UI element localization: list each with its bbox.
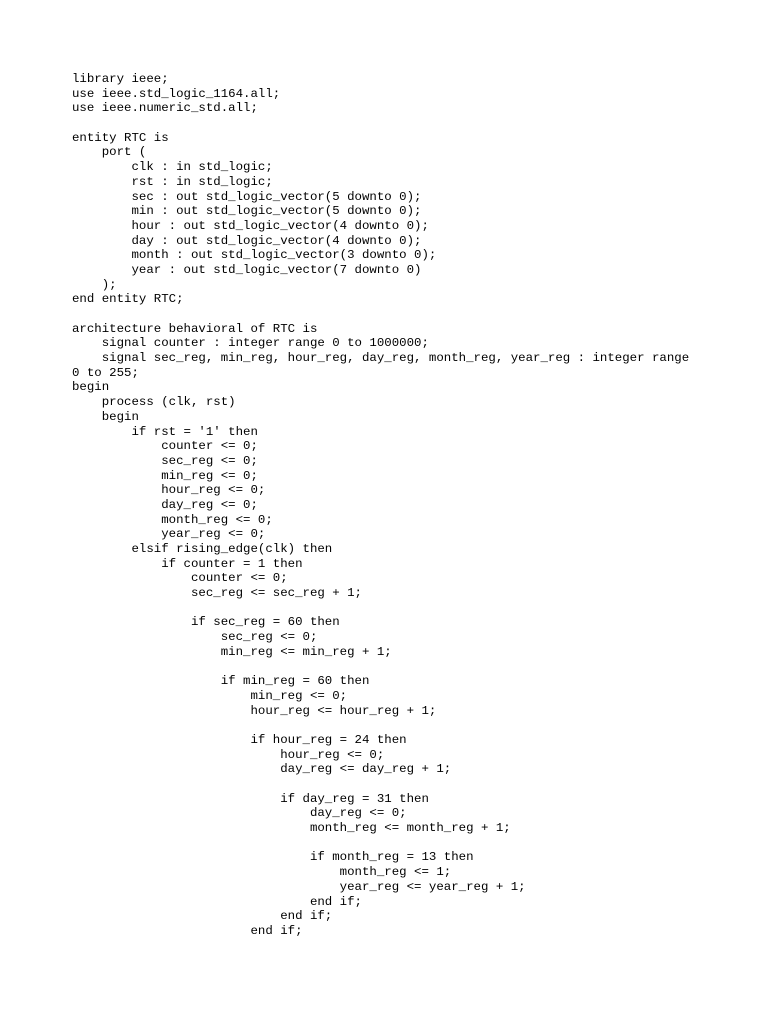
blank-line xyxy=(72,718,732,733)
code-line: min_reg <= 0; xyxy=(72,688,348,703)
code-line: year_reg <= year_reg + 1; xyxy=(72,879,526,894)
code-line: entity RTC is xyxy=(72,130,169,145)
code-line: use ieee.numeric_std.all; xyxy=(72,101,258,116)
code-line: day_reg <= 0; xyxy=(72,806,407,821)
code-line: hour_reg <= 0; xyxy=(72,483,266,498)
code-line: sec_reg <= 0; xyxy=(72,453,258,468)
code-line: min_reg <= min_reg + 1; xyxy=(72,644,392,659)
code-line: month : out std_logic_vector(3 downto 0); xyxy=(72,248,437,263)
code-line: if sec_reg = 60 then xyxy=(72,615,340,630)
code-line: sec_reg <= 0; xyxy=(72,630,318,645)
code-line: ); xyxy=(72,277,117,292)
code-line: port ( xyxy=(72,145,147,160)
code-line: hour_reg <= 0; xyxy=(72,747,385,762)
code-line: hour : out std_logic_vector(4 downto 0); xyxy=(72,218,429,233)
code-line: day_reg <= day_reg + 1; xyxy=(72,762,452,777)
code-line: counter <= 0; xyxy=(72,439,258,454)
code-line: if month_reg = 13 then xyxy=(72,850,474,865)
code-line: month_reg <= month_reg + 1; xyxy=(72,821,511,836)
code-line: counter <= 0; xyxy=(72,571,288,586)
code-line: clk : in std_logic; xyxy=(72,160,273,175)
code-line: begin xyxy=(72,409,139,424)
code-line: signal counter : integer range 0 to 1000000; xyxy=(72,336,429,351)
blank-line xyxy=(72,116,732,131)
code-line: day : out std_logic_vector(4 downto 0); xyxy=(72,233,422,248)
code-line: sec_reg <= sec_reg + 1; xyxy=(72,586,362,601)
code-line: library ieee; xyxy=(72,72,169,86)
code-line: month_reg <= 1; xyxy=(72,865,452,880)
code-line: use ieee.std_logic_1164.all; xyxy=(72,86,281,101)
code-line: process (clk, rst) xyxy=(72,395,236,410)
blank-line xyxy=(72,660,732,675)
code-line: if hour_reg = 24 then xyxy=(72,732,407,747)
code-line: begin xyxy=(72,380,110,395)
code-line: year : out std_logic_vector(7 downto 0) xyxy=(72,262,422,277)
code-line: if counter = 1 then xyxy=(72,556,303,571)
code-line: elsif rising_edge(clk) then xyxy=(72,542,333,556)
code-line: end if; xyxy=(72,909,333,924)
code-line: day_reg <= 0; xyxy=(72,497,258,512)
code-line: end if; xyxy=(72,923,303,938)
code-line: hour_reg <= hour_reg + 1; xyxy=(72,703,437,718)
code-line: min : out std_logic_vector(5 downto 0); xyxy=(72,204,422,219)
code-line: signal sec_reg, min_reg, hour_reg, day_reg, month_reg, year_reg : integer range xyxy=(72,351,690,366)
code-line: end if; xyxy=(72,894,362,909)
code-document xyxy=(72,72,732,939)
blank-line xyxy=(72,777,732,792)
blank-line xyxy=(72,601,732,616)
code-line: if min_reg = 60 then xyxy=(72,674,370,689)
blank-line xyxy=(72,307,732,322)
code-line: 0 to 255; xyxy=(72,365,139,380)
code-line: architecture behavioral of RTC is xyxy=(72,321,318,336)
code-line: rst : in std_logic; xyxy=(72,174,273,189)
blank-line xyxy=(72,836,732,851)
code-line: end entity RTC; xyxy=(72,292,184,307)
code-line: sec : out std_logic_vector(5 downto 0); xyxy=(72,189,422,204)
code-line: if rst = '1' then xyxy=(72,424,258,439)
code-line: year_reg <= 0; xyxy=(72,527,266,542)
code-line: if day_reg = 31 then xyxy=(72,791,429,806)
code-line: month_reg <= 0; xyxy=(72,512,273,527)
code-line: min_reg <= 0; xyxy=(72,468,258,483)
